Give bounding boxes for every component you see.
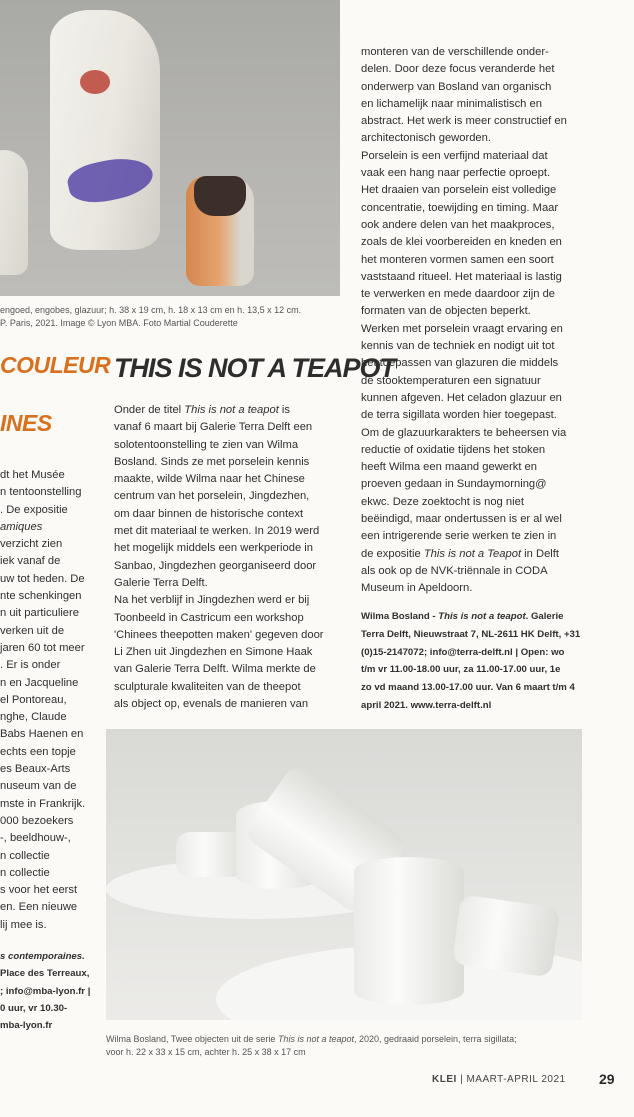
text-line: echts een topje <box>0 745 76 758</box>
text-line: kennis van de techniek en nodigt uit tot <box>361 340 555 353</box>
text-line: als object op, evenals de manieren van <box>114 698 309 711</box>
text-line: heeft Wilma een maand gewerkt en <box>361 461 537 474</box>
porcelain-object-front-spout <box>452 894 561 977</box>
article-title: THIS IS NOT A TEAPOT <box>114 353 396 383</box>
text-line: de stooktemperaturen een signatuur <box>361 374 541 387</box>
text-line: n uit particuliere <box>0 607 79 620</box>
text-line: proeven gedaan in Sundaymorning@ <box>361 478 547 491</box>
text-line: concentratie, toewijding en timing. Maar <box>361 201 559 214</box>
text-line: lij mee is. <box>0 918 47 931</box>
text-line: vaak een hang naar perfectie oproept. <box>361 167 551 180</box>
text-line: de terra sigillata worden hier toegepast. <box>361 409 557 422</box>
text-line: kunnen afgeven. Het celadon glazuur en <box>361 391 562 404</box>
text-line: architectonisch geworden. <box>361 132 491 145</box>
text-line: 000 bezoekers <box>0 814 74 827</box>
text-line: en lichamelijk naar minimalistisch en <box>361 97 542 110</box>
text-line: Bosland. Sinds ze met porselein kennis <box>114 455 310 468</box>
credit-line: (0)15-2147072; info@terra-delft.nl | Open: wo <box>361 646 565 658</box>
text-line: om daar binnen de historische context <box>114 507 304 520</box>
bottom-photo <box>106 729 582 1020</box>
text-line: verzicht zien <box>0 538 63 551</box>
text-line: verken uit de <box>0 624 65 637</box>
text-line: ekwc. Deze zoektocht is nog niet <box>361 495 524 508</box>
text-line: het toepassen van glazuren die middels <box>361 357 559 370</box>
text-line: maakte, wilde Wilma naar het Chinese <box>114 473 305 486</box>
text-line: abstract. Het werk is meer constructief en <box>361 115 567 128</box>
text-line: nuseum van de <box>0 780 77 793</box>
left-column-text <box>0 467 92 934</box>
text-line: beëindigd, maar ondertussen is er al wel <box>361 513 562 526</box>
left-heading-2: INES <box>0 410 52 436</box>
text-line: nghe, Claude <box>0 711 67 724</box>
text-line: 'Chinees theepotten maken' gegeven door <box>114 628 324 641</box>
text-line: Na het verblijf in Jingdezhen werd er bij <box>114 594 310 607</box>
text-line: n collectie <box>0 866 50 879</box>
text-line: als ook op de NVK-triënnale in CODA <box>361 564 548 577</box>
bottom-photo-caption: Wilma Bosland, Twee objecten uit de serie This is not a teapot, 2020, gedraaid porselein, terra sigillata; voor h. 22 x 33 x 15 cm, achter h. 25 x 38 x 17 cm <box>106 1034 517 1057</box>
text-line: Museum in Apeldoorn. <box>361 582 473 595</box>
text-line: delen. Door deze focus veranderde het <box>361 63 555 76</box>
text-line: een intrigerende serie werken te zien in <box>361 530 557 543</box>
credit-line: Wilma Bosland - This is not a teapot. Galerie <box>361 611 564 622</box>
credit-line: s contemporaines. <box>0 951 85 962</box>
text-line: uw tot heden. De <box>0 572 85 585</box>
text-line: Porselein is een verfijnd materiaal dat <box>361 149 548 162</box>
text-line: met dit materiaal te werken. In 2019 werd <box>114 525 320 538</box>
text-line: n tentoonstelling <box>0 486 82 499</box>
top-photo <box>0 0 340 296</box>
text-line: en. Een nieuwe <box>0 901 78 914</box>
page-footer: KLEI | MAART-APRIL 2021 <box>432 1074 566 1085</box>
text-line: van Galerie Terra Delft. Wilma merkte de <box>114 663 316 676</box>
text-line: Het draaien van porselein eist volledige <box>361 184 557 197</box>
credit-line: mba-lyon.fr <box>0 1020 53 1032</box>
text-line: Sanbao, Jingdezhen georganiseerd door <box>114 559 317 572</box>
left-column-credit <box>0 948 92 1034</box>
text-line: te verwerken en mede daardoor zijn de <box>361 288 556 301</box>
text-line: Om de glazuurkarakters te beheersen via <box>361 426 567 439</box>
text-line: n en Jacqueline <box>0 676 79 689</box>
text-line: . De expositie <box>0 503 68 516</box>
text-line: de expositie This is not a Teapot in Delft <box>361 547 559 560</box>
vase-left-image <box>0 150 28 275</box>
text-line: formaten van de objecten beperkt. <box>361 305 531 318</box>
right-column-text <box>361 44 591 598</box>
text-line: onderwerp van Bosland van organisch <box>361 80 552 93</box>
exhibition-info <box>361 608 601 715</box>
text-line: nte schenkingen <box>0 590 82 603</box>
text-line: Onder de titel This is not a teapot is <box>114 404 290 416</box>
text-line: el Pontoreau, <box>0 693 67 706</box>
text-line: n collectie <box>0 849 50 862</box>
vase-tall-image <box>50 10 160 250</box>
text-line: Galerie Terra Delft. <box>114 576 208 589</box>
text-line: sculpturale kwaliteiten van de theepot <box>114 680 301 693</box>
text-line: Werken met porselein vraagt ervaring en <box>361 322 563 335</box>
text-line: het monteren vormen samen een soort <box>361 253 554 266</box>
text-line: het mogelijk middels een werkperiode in <box>114 542 313 555</box>
left-heading-1: COULEUR <box>0 352 111 378</box>
porcelain-object-front-body <box>354 857 464 1005</box>
text-line: mste in Frankrijk. <box>0 797 86 810</box>
text-line: Toonbeeld in Castricum een workshop <box>114 611 304 624</box>
text-line: solotentoonstelling te zien van Wilma <box>114 438 299 451</box>
text-line: . Er is onder <box>0 659 61 672</box>
credit-line: t/m vr 11.00-18.00 uur, za 11.00-17.00 uur, 1e <box>361 664 561 676</box>
issue-date: MAART-APRIL 2021 <box>466 1074 566 1085</box>
text-line: centrum van het porselein, Jingdezhen, <box>114 490 310 503</box>
credit-line: zo vd maand 13.00-17.00 uur. Van 6 maart t/m 4 <box>361 682 575 694</box>
text-line: dt het Musée <box>0 469 65 481</box>
credit-line: ; info@mba-lyon.fr | <box>0 985 91 997</box>
text-line: vanaf 6 maart bij Galerie Terra Delft een <box>114 421 313 434</box>
text-line: jaren 60 tot meer <box>0 641 85 654</box>
credit-line: Terra Delft, Nieuwstraat 7, NL-2611 HK Delft, +31 <box>361 628 581 640</box>
text-line: -, beeldhouw-, <box>0 832 71 845</box>
page-number: 29 <box>599 1071 615 1087</box>
text-line: Babs Haenen en <box>0 728 84 741</box>
middle-column-text <box>114 402 340 713</box>
vase-small-image <box>186 176 254 286</box>
text-line: iek vanaf de <box>0 555 61 568</box>
text-line: amiques <box>0 520 43 533</box>
text-line: ook andere delen van het maakproces, <box>361 218 555 231</box>
top-photo-caption: engoed, engobes, glazuur; h. 38 x 19 cm, h. 18 x 13 cm en h. 13,5 x 12 cm. P. Paris, 2021. Image © Lyon MBA. Foto Martial Couderette <box>0 305 302 328</box>
text-line: s voor het eerst <box>0 884 78 897</box>
text-line: vaststaand ritueel. Het materiaal is lastig <box>361 270 562 283</box>
text-line: reductie of oxidatie tijdens het stoken <box>361 443 546 456</box>
credit-line: 0 uur, vr 10.30- <box>0 1002 68 1014</box>
text-line: monteren van de verschillende onder- <box>361 46 549 58</box>
text-line: es Beaux-Arts <box>0 763 71 776</box>
text-line: Li Zhen uit Jingdezhen en Simone Haak <box>114 646 313 659</box>
text-line: zoals de klei voorbereiden en kneden en <box>361 236 562 249</box>
credit-line: april 2021. www.terra-delft.nl <box>361 699 492 711</box>
credit-line: Place des Terreaux, <box>0 968 90 980</box>
magazine-name: KLEI <box>432 1074 457 1085</box>
